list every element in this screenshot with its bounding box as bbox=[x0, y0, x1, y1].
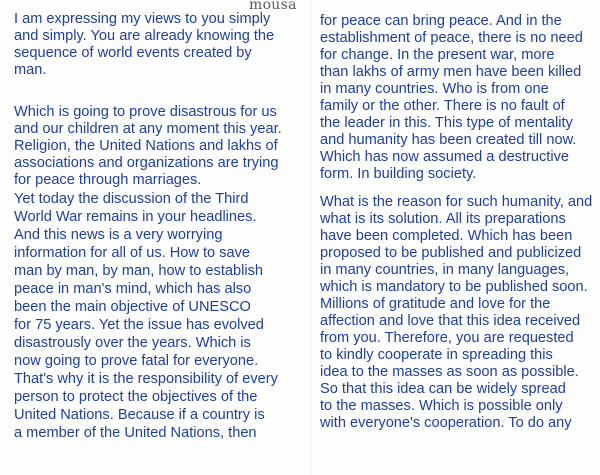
text-line: proposed to be published and publicized bbox=[320, 245, 582, 261]
text-line: what is its solution. All its preparations bbox=[320, 211, 566, 227]
text-line: Religion, the United Nations and lakhs of bbox=[14, 138, 278, 154]
text-line: That's why it is the responsibility of every bbox=[14, 371, 278, 387]
text-line: and simply. You are already knowing the bbox=[14, 28, 275, 44]
text-line: associations and organizations are trying bbox=[14, 155, 279, 171]
text-line: for 75 years. Yet the issue has evolved bbox=[14, 317, 264, 333]
text-line: I am expressing my views to you simply bbox=[14, 11, 271, 27]
text-line: So that this idea can be widely spread bbox=[320, 381, 566, 397]
text-line: to kindly cooperate in spreading this bbox=[320, 347, 553, 363]
text-line: peace in man's mind, which has also bbox=[14, 281, 252, 297]
text-line: and humanity has been created till now. bbox=[320, 132, 577, 148]
text-line: for peace through marriages. bbox=[14, 172, 202, 188]
text-line: family or the other. There is no fault of bbox=[320, 98, 565, 114]
text-line: sequence of world events created by bbox=[14, 45, 252, 61]
text-line: for peace can bring peace. And in the bbox=[320, 13, 562, 29]
text-line: for change. In the present war, more bbox=[320, 47, 555, 63]
text-line: have been completed. Which has been bbox=[320, 228, 573, 244]
text-line: What is the reason for such humanity, and bbox=[320, 194, 593, 210]
text-line: affection and love that this idea received bbox=[320, 313, 581, 329]
column-gap bbox=[310, 0, 311, 475]
text-line: now going to prove fatal for everyone. bbox=[14, 353, 259, 369]
text-line: than lakhs of army men have been killed bbox=[320, 64, 582, 80]
text-line: from you. Therefore, you are requested bbox=[320, 330, 574, 346]
text-line: man by man, by man, how to establish bbox=[14, 263, 264, 279]
text-line: in many countries, in many languages, bbox=[320, 262, 570, 278]
text-line: Yet today the discussion of the Third bbox=[14, 191, 249, 207]
text-line: Which has now assumed a destructive bbox=[320, 149, 570, 165]
text-line: in many countries. Who is from one bbox=[320, 81, 549, 97]
text-line: information for all of us. How to save bbox=[14, 245, 251, 261]
text-line: with everyone's cooperation. To do any bbox=[320, 415, 572, 431]
text-line: Millions of gratitude and love for the bbox=[320, 296, 551, 312]
text-line: Which is going to prove disastrous for us bbox=[14, 104, 277, 120]
text-line: to the masses. Which is possible only bbox=[320, 398, 563, 414]
text-line: and our children at any moment this year. bbox=[14, 121, 282, 137]
text-line: been the main objective of UNESCO bbox=[14, 299, 251, 315]
text-line: form. In building society. bbox=[320, 166, 477, 182]
text-line: the leader in this. This type of mentality bbox=[320, 115, 573, 131]
text-line: person to protect the objectives of the bbox=[14, 389, 258, 405]
text-line: a member of the United Nations, then bbox=[14, 425, 257, 441]
text-line: idea to the masses as soon as possible. bbox=[320, 364, 579, 380]
text-line: which is mandatory to be published soon. bbox=[320, 279, 588, 295]
text-line: disastrously over the years. Which is bbox=[14, 335, 251, 351]
header-word: mousa bbox=[249, 0, 297, 13]
text-line: World War remains in your headlines. bbox=[14, 209, 257, 225]
text-line: man. bbox=[14, 62, 47, 78]
text-line: And this news is a very worrying bbox=[14, 227, 223, 243]
text-line: establishment of peace, there is no need bbox=[320, 30, 583, 46]
text-line: United Nations. Because if a country is bbox=[14, 407, 265, 423]
